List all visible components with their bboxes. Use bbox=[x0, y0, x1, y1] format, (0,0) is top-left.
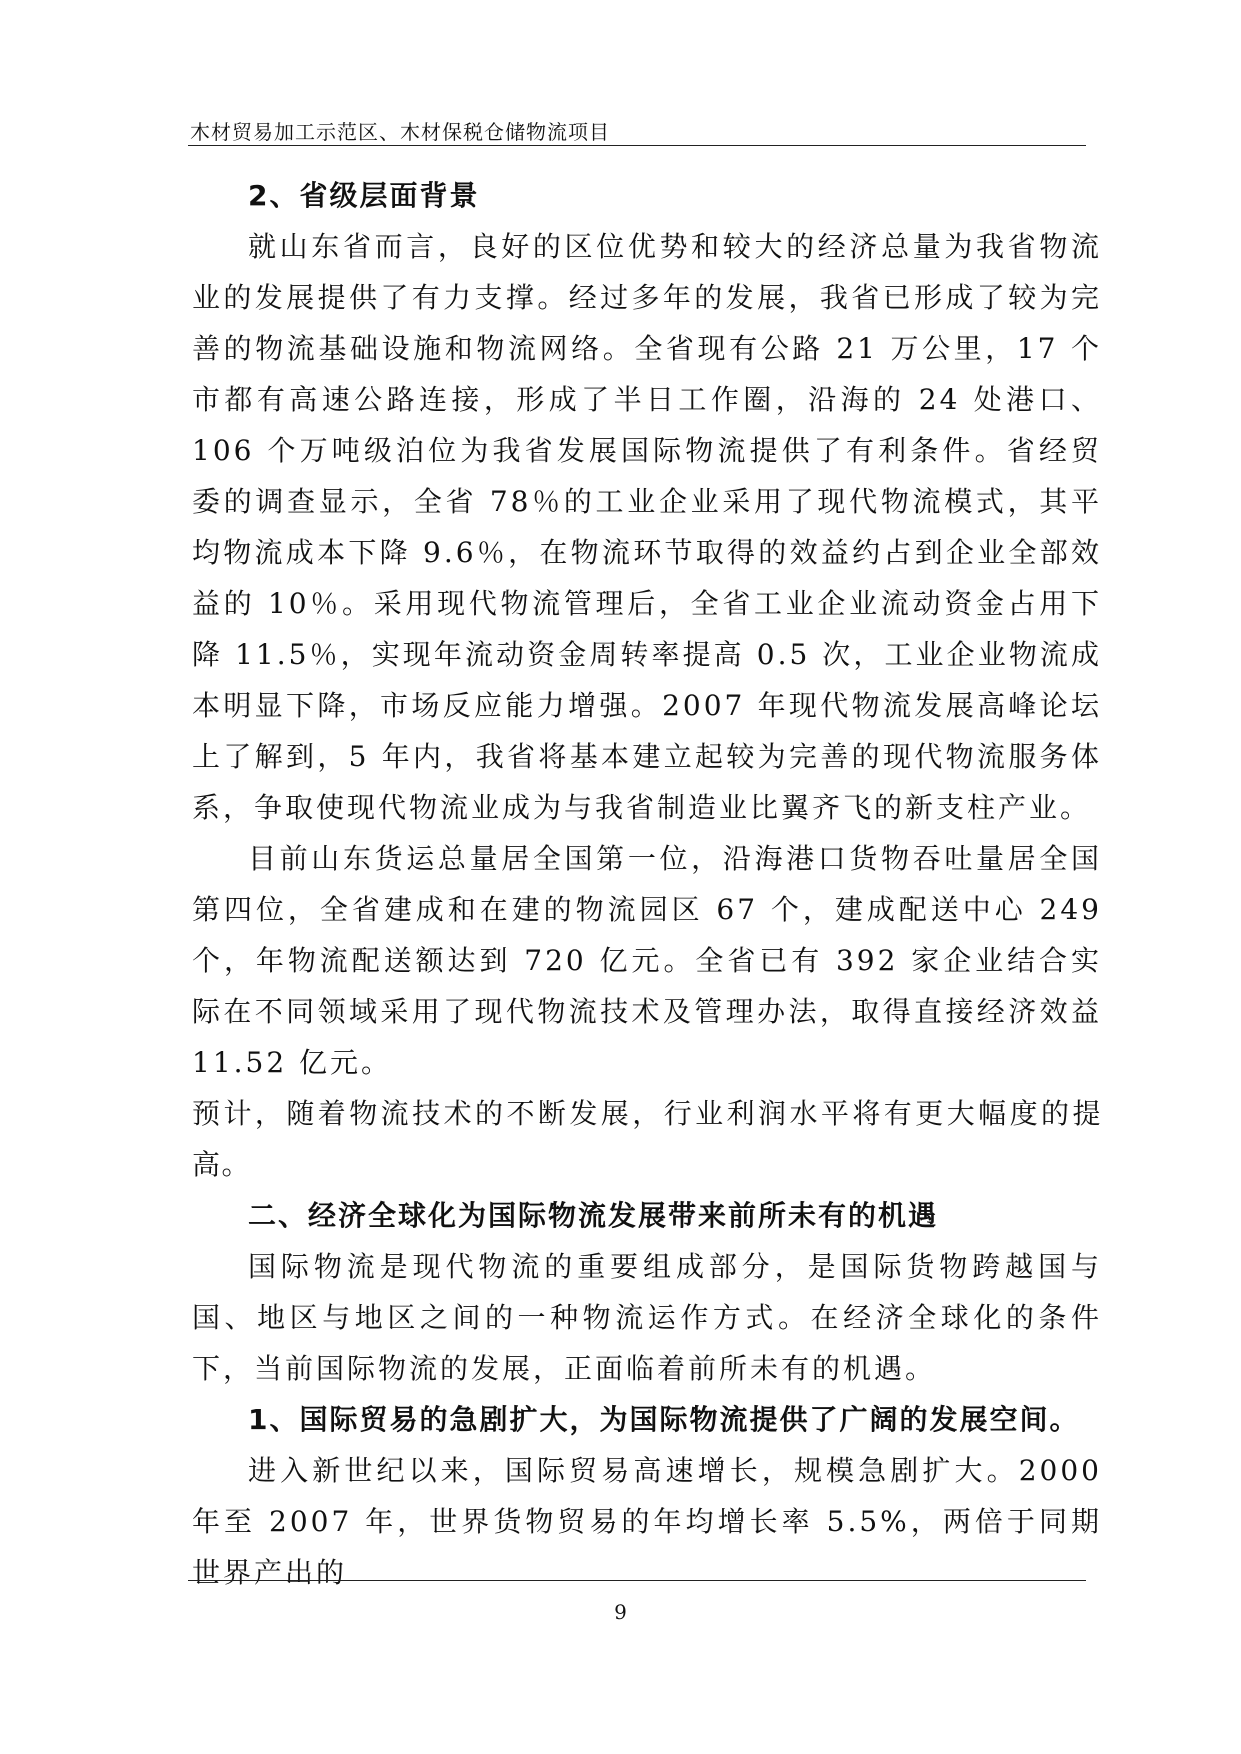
paragraph-shandong-logistics: 就山东省而言，良好的区位优势和较大的经济总量为我省物流业的发展提供了有力支撑。经过多年的发展，我省已形成了较为完善的物流基础设施和物流网络。全省现有公路 21 万公里，17 个市都有高速公路连接，形成了半日工作圈，沿海的 24 处港口、106 个万吨级泊位为我省发展国际物流提供了有利条件。省经贸委的调查显示，全省 78％的工业企业采用了现代物流模式，其平均物流成本下降 9.6％，在物流环节取得的效益约占到企业全部效益的 10％。采用现代物流管理后，全省工业企业流动资金占用下降 11.5％，实现年流动资金周转率提高 0.5 次，工业企业物流成本明显下降，市场反应能力增强。2007 年现代物流发展高峰论坛上了解到，5 年内，我省将基本建立起较为完善的现代物流服务体系，争取使现代物流业成为与我省制造业比翼齐飞的新支柱产业。 bbox=[192, 230, 1102, 824]
header-rule bbox=[188, 145, 1086, 146]
page-number: 9 bbox=[614, 1600, 627, 1624]
footer-rule bbox=[188, 1580, 1086, 1581]
running-header: 木材贸易加工示范区、木材保税仓储物流项目 bbox=[190, 120, 610, 144]
subsection-heading-international-trade: 1、国际贸易的急剧扩大，为国际物流提供了广阔的发展空间。 bbox=[248, 1403, 1080, 1436]
paragraph-forecast: 预计，随着物流技术的不断发展，行业利润水平将有更大幅度的提高。 bbox=[192, 1097, 1102, 1181]
section-heading-globalization: 二、经济全球化为国际物流发展带来前所未有的机遇 bbox=[248, 1199, 939, 1232]
paragraph-trade-growth: 进入新世纪以来，国际贸易高速增长，规模急剧扩大。2000 年至 2007 年，世界货物贸易的年均增长率 5.5%，两倍于同期世界产出的 bbox=[192, 1454, 1102, 1589]
subsection-heading-provincial-background: 2、省级层面背景 bbox=[248, 179, 480, 212]
paragraph-shandong-freight: 目前山东货运总量居全国第一位，沿海港口货物吞吐量居全国第四位，全省建成和在建的物流园区 67 个，建成配送中心 249 个，年物流配送额达到 720 亿元。全省已有 392 家企业结合实际在不同领域采用了现代物流技术及管理办法，取得直接经济效益 11.52 亿元。 bbox=[192, 842, 1102, 1079]
paragraph-international-logistics: 国际物流是现代物流的重要组成部分，是国际货物跨越国与国、地区与地区之间的一种物流运作方式。在经济全球化的条件下，当前国际物流的发展，正面临着前所未有的机遇。 bbox=[192, 1250, 1102, 1385]
page-body bbox=[192, 170, 1102, 1598]
